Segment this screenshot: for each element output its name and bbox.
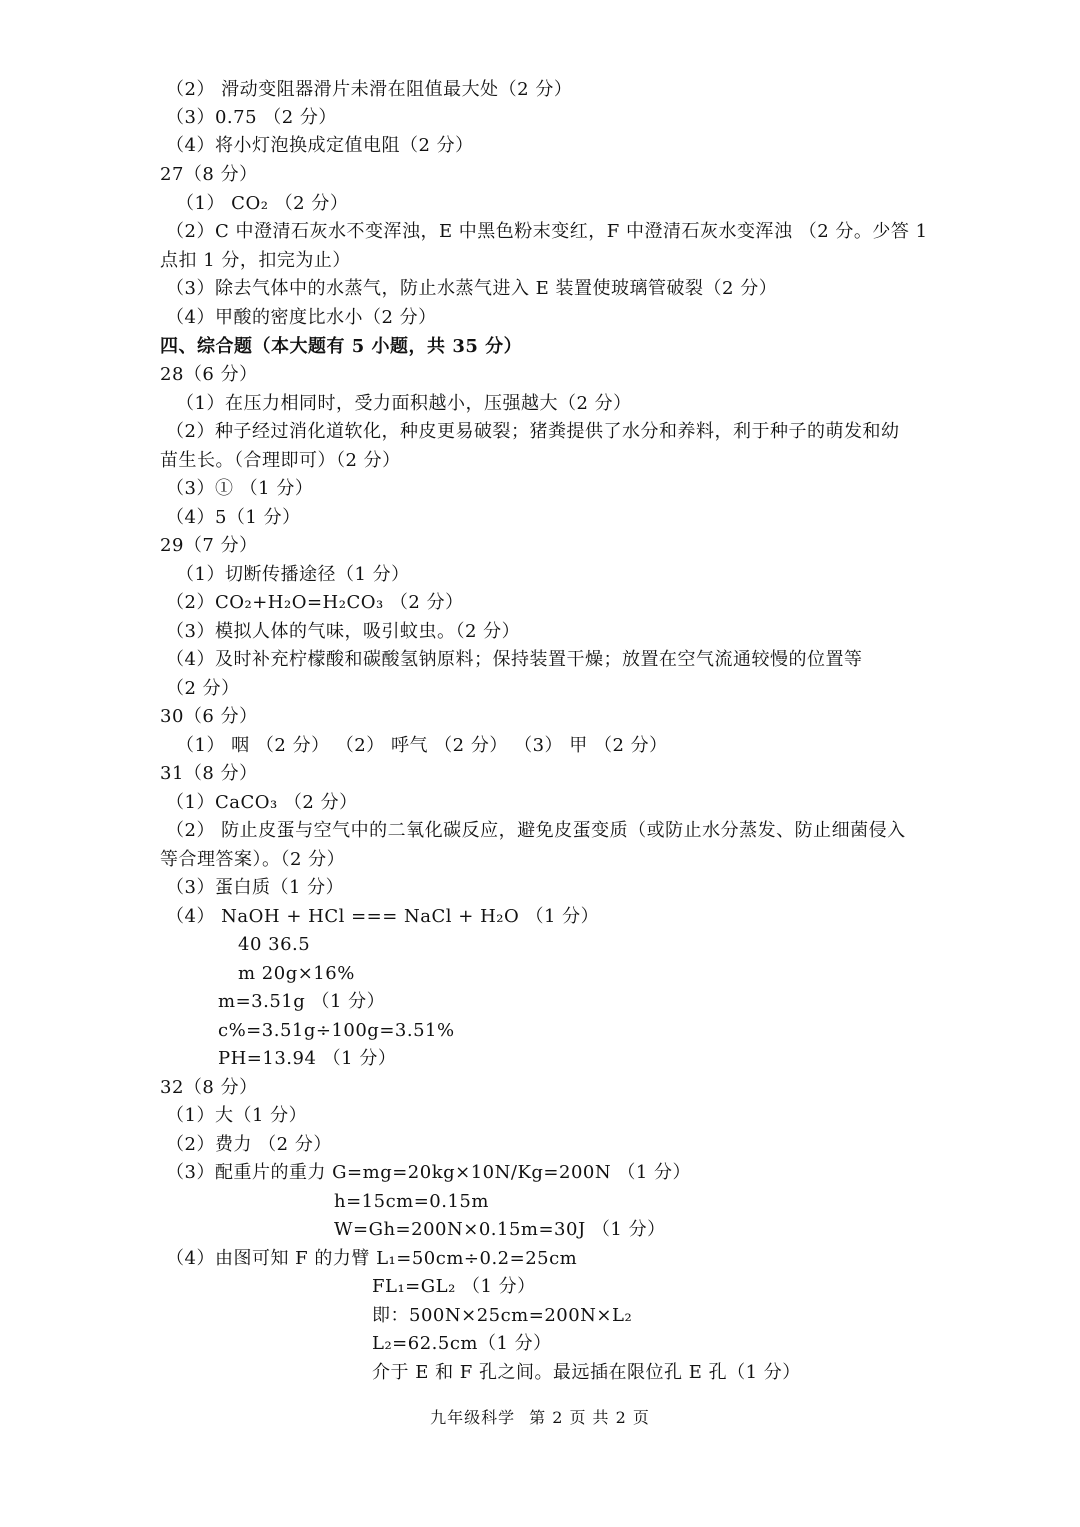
answer-line: 苗生长。（合理即可）（2 分）	[160, 450, 401, 471]
question-heading: 29（7 分）	[160, 535, 258, 556]
answer-line: （1）切断传播途径（1 分）	[176, 564, 410, 585]
answer-line: （1）在压力相同时，受力面积越小，压强越大（2 分）	[176, 393, 632, 414]
answer-line: （3）模拟人体的气味，吸引蚊虫。（2 分）	[166, 621, 521, 642]
answer-line: （4）5（1 分）	[166, 507, 301, 528]
answer-line: （1）大（1 分）	[166, 1105, 308, 1126]
answer-line: （4） NaOH + HCl === NaCl + H₂O （1 分）	[166, 906, 600, 927]
answer-line: （4）甲酸的密度比水小（2 分）	[166, 307, 437, 328]
calculation-line: 介于 E 和 F 孔之间。最远插在限位孔 E 孔（1 分）	[372, 1362, 801, 1383]
answer-line: （3）蛋白质（1 分）	[166, 877, 345, 898]
answer-line: （1） 咽 （2 分） （2） 呼气 （2 分） （3） 甲 （2 分）	[176, 735, 668, 756]
calculation-line: W=Gh=200N×0.15m=30J （1 分）	[334, 1219, 666, 1240]
calculation-line: PH=13.94 （1 分）	[218, 1048, 397, 1069]
answer-line: （3）0.75 （2 分）	[166, 107, 337, 128]
answer-line: （2 分）	[166, 678, 240, 699]
footer-subject: 九年级科学	[430, 1408, 516, 1427]
calculation-line: L₂=62.5cm（1 分）	[372, 1333, 552, 1354]
answer-line: （2）CO₂+H₂O=H₂CO₃ （2 分）	[166, 592, 464, 613]
answer-line: （1） CO₂ （2 分）	[176, 193, 349, 214]
answer-line: （2）费力 （2 分）	[166, 1134, 332, 1155]
question-heading: 31（8 分）	[160, 763, 258, 784]
question-heading: 27（8 分）	[160, 164, 258, 185]
question-heading: 28（6 分）	[160, 364, 258, 385]
question-heading: 30（6 分）	[160, 706, 258, 727]
answer-line: （1）CaCO₃ （2 分）	[166, 792, 358, 813]
calculation-line: 即：500N×25cm=200N×L₂	[372, 1305, 633, 1326]
calculation-line: m=3.51g （1 分）	[218, 991, 386, 1012]
answer-line: （4）将小灯泡换成定值电阻（2 分）	[166, 135, 474, 156]
page-footer	[0, 1406, 1080, 1430]
calculation-line: 40 36.5	[238, 934, 311, 955]
answer-line: 点扣 1 分，扣完为止）	[160, 250, 351, 271]
calculation-line: h=15cm=0.15m	[334, 1191, 489, 1212]
answer-line: （4）及时补充柠檬酸和碳酸氢钠原料；保持装置干燥；放置在空气流通较慢的位置等	[166, 649, 863, 670]
answer-line: （2）C 中澄清石灰水不变浑浊，E 中黑色粉末变红，F 中澄清石灰水变浑浊 （2 分。少答 1	[166, 221, 928, 242]
answer-line: （2）种子经过消化道软化，种皮更易破裂；猪粪提供了水分和养料，利于种子的萌发和幼	[166, 421, 900, 442]
answer-line: （2） 滑动变阻器滑片未滑在阻值最大处（2 分）	[166, 79, 573, 100]
answer-line: （3）① （1 分）	[166, 478, 314, 499]
calculation-line: c%=3.51g÷100g=3.51%	[218, 1020, 455, 1041]
question-heading: 32（8 分）	[160, 1077, 258, 1098]
calculation-line: m 20g×16%	[238, 963, 355, 984]
answer-line: 等合理答案）。（2 分）	[160, 849, 346, 870]
calculation-line: FL₁=GL₂ （1 分）	[372, 1276, 536, 1297]
answer-line: （3）配重片的重力 G=mg=20kg×10N/Kg=200N （1 分）	[166, 1162, 691, 1183]
footer-page-number: 第 2 页 共 2 页	[529, 1408, 650, 1427]
answer-line: （3）除去气体中的水蒸气，防止水蒸气进入 E 装置使玻璃管破裂（2 分）	[166, 278, 778, 299]
section-heading: 四、综合题（本大题有 5 小题，共 35 分）	[160, 336, 523, 357]
answer-line: （2） 防止皮蛋与空气中的二氧化碳反应，避免皮蛋变质（或防止水分蒸发、防止细菌侵入	[166, 820, 906, 841]
answer-line: （4）由图可知 F 的力臂 L₁=50cm÷0.2=25cm	[166, 1248, 578, 1269]
